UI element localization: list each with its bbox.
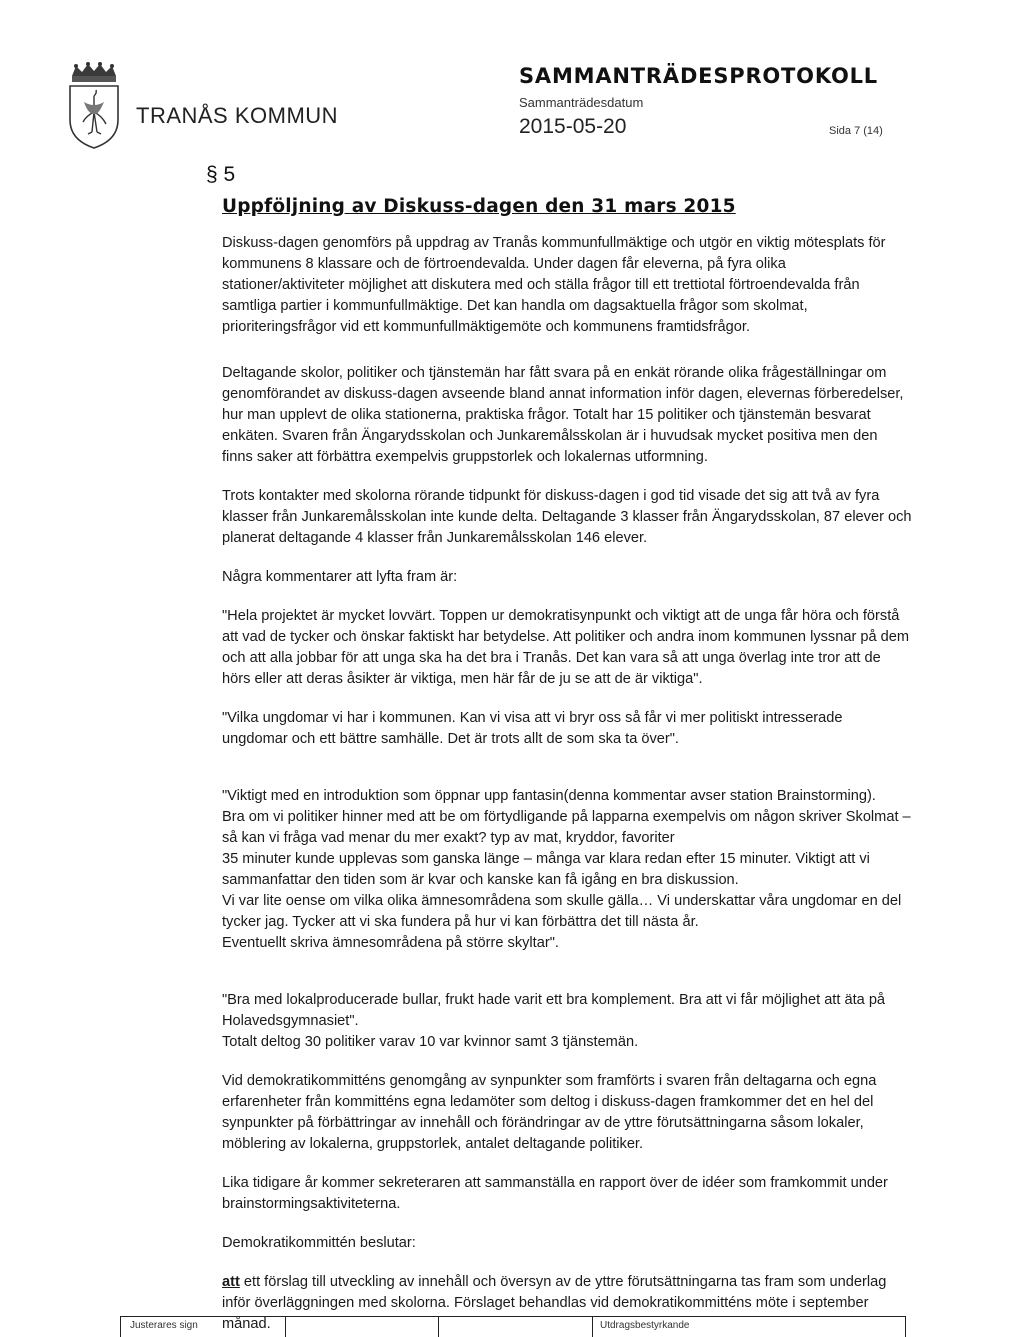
quote-3-line: Eventuellt skriva ämnesområdena på större skyltar".: [222, 935, 559, 951]
footer-divider: [438, 1317, 439, 1337]
paragraph-comments-intro: Några kommentarer att lyfta fram är:: [222, 569, 458, 585]
quote-2: "Vilka ungdomar vi har i kommunen. Kan vi visa att vi bryr oss så får vi mer politiskt intresserade ungdomar och ett bättre samhälle. Det är trots allt de som ska ta över".: [222, 710, 843, 747]
document-body: [222, 233, 912, 1335]
quote-1: "Hela projektet är mycket lovvärt. Toppen ur demokratisynpunkt och viktigt att de unga får höra och förstå att vad de tycker och önskar faktiskt har betydelse. Att politiker och andra inom kommunen lyssnar på dem och att alla jobbar för att unga ska ha det bra i Tranås. Det kan vara så att unga överlag inte tror att de hörs eller att deras åsikter är viktiga, men här får de ju se att de är viktiga".: [222, 608, 910, 687]
document-type: SAMMANTRÄDESPROTOKOLL: [519, 64, 878, 88]
extract-label: Utdragsbestyrkande: [600, 1320, 690, 1331]
paragraph-committee-review: Vid demokratikommitténs genomgång av synpunkter som framförts i svaren från deltagarna och egna erfarenheter från kommitténs egna ledamöter som deltog i diskuss-dagen framkommer det en hel del synpunkter på förbättringar av innehåll och förändringar av de yttre förutsättningarna såsom lokaler, möblering av lokalerna, gruppstorlek, antalet deltagande politiker.: [222, 1073, 877, 1152]
decision-heading: Demokratikommittén beslutar:: [222, 1235, 416, 1251]
footer-divider: [592, 1317, 593, 1337]
section-title: Uppföljning av Diskuss-dagen den 31 mars 2015: [222, 196, 736, 217]
quote-3-line: Bra om vi politiker hinner med att be om förtydligande på lapparna exempelvis om någon skriver Skolmat – så kan vi fråga vad menar du mer exakt? typ av mat, kryddor, favoriter: [222, 809, 911, 846]
municipality-name: TRANÅS KOMMUN: [136, 103, 339, 128]
paragraph-background: Diskuss-dagen genomförs på uppdrag av Tranås kommunfullmäktige och utgör en viktig mötesplats för kommunens 8 klassare och de förtroendevalda. Under dagen får eleverna, på fyra olika stationer/aktiviteter möjlighet att diskutera med och ställa frågor till ett trettiotal förtroendevalda från samtliga partier i kommunfullmäktige. Det kan handla om dagsaktuella frågor som skolmat, prioriteringsfrågor vid ett kommunfullmäktigemöte och kommunens framtidsfrågor.: [222, 235, 886, 335]
signers-label: Justerares sign: [130, 1320, 198, 1331]
paragraph-participation: Trots kontakter med skolorna rörande tidpunkt för diskuss-dagen i god tid visade det sig att två av fyra klasser från Junkaremålsskolan inte kunde delta. Deltagande 3 klasser från Ängarydsskolan, 87 elever och planerat deltagande 4 klasser från Junkaremålsskolan 146 elever.: [222, 488, 912, 546]
footer-divider: [285, 1317, 286, 1337]
page-number: Sida 7 (14): [829, 125, 883, 137]
footer-divider: [905, 1317, 906, 1337]
decision-text: ett förslag till utveckling av innehåll och översyn av de yttre förutsättningarna tas fram som underlag inför överläggningen med skolorna. Förslaget behandlas vid demokratikommitténs möte i september månad.: [222, 1274, 887, 1332]
paragraph-totals: Totalt deltog 30 politiker varav 10 var kvinnor samt 3 tjänstemän.: [222, 1034, 639, 1050]
quote-4: "Bra med lokalproducerade bullar, frukt hade varit ett bra komplement. Bra att vi får möjlighet att äta på Holavedsgymnasiet".: [222, 992, 886, 1029]
coat-of-arms-logo: [66, 62, 122, 152]
meeting-date: 2015-05-20: [519, 115, 627, 138]
paragraph-survey: Deltagande skolor, politiker och tjänstemän har fått svara på en enkät rörande olika frågeställningar om genomförandet av diskuss-dagen avseende bland annat information inför dagen, elevernas förberedelser, hur man upplevt de olika stationerna, praktiska frågor. Totalt har 15 politiker och tjänstemän besvarat enkäten. Svaren från Ängarydsskolan och Junkaremålsskolan är i huvudsak mycket positiva men den finns saker att förbättra exempelvis gruppstorlek och lokalernas utformning.: [222, 365, 904, 465]
quote-3-line: "Viktigt med en introduktion som öppnar upp fantasin(denna kommentar avser station Brainstorming).: [222, 788, 876, 804]
section-number: § 5: [206, 163, 236, 186]
quote-3-line: 35 minuter kunde upplevas som ganska länge – många var klara redan efter 15 minuter. Viktigt att vi sammanfattar den tiden som är kvar och kanske kan få igång en bra diskussion.: [222, 851, 870, 888]
meeting-date-label: Sammanträdesdatum: [519, 95, 644, 110]
footer-divider: [120, 1317, 121, 1337]
quote-3-line: Vi var lite oense om vilka olika ämnesområdena som skulle gälla… Vi underskattar våra ungdomar en del tycker jag. Tycker att vi ska fundera på hur vi kan förbättra det till nästa år.: [222, 893, 902, 930]
decision-keyword: att: [222, 1274, 240, 1290]
signature-footer: [120, 1316, 906, 1337]
paragraph-report: Lika tidigare år kommer sekreteraren att sammanställa en rapport över de idéer som framkommit under brainstormingsaktiviteterna.: [222, 1175, 888, 1212]
